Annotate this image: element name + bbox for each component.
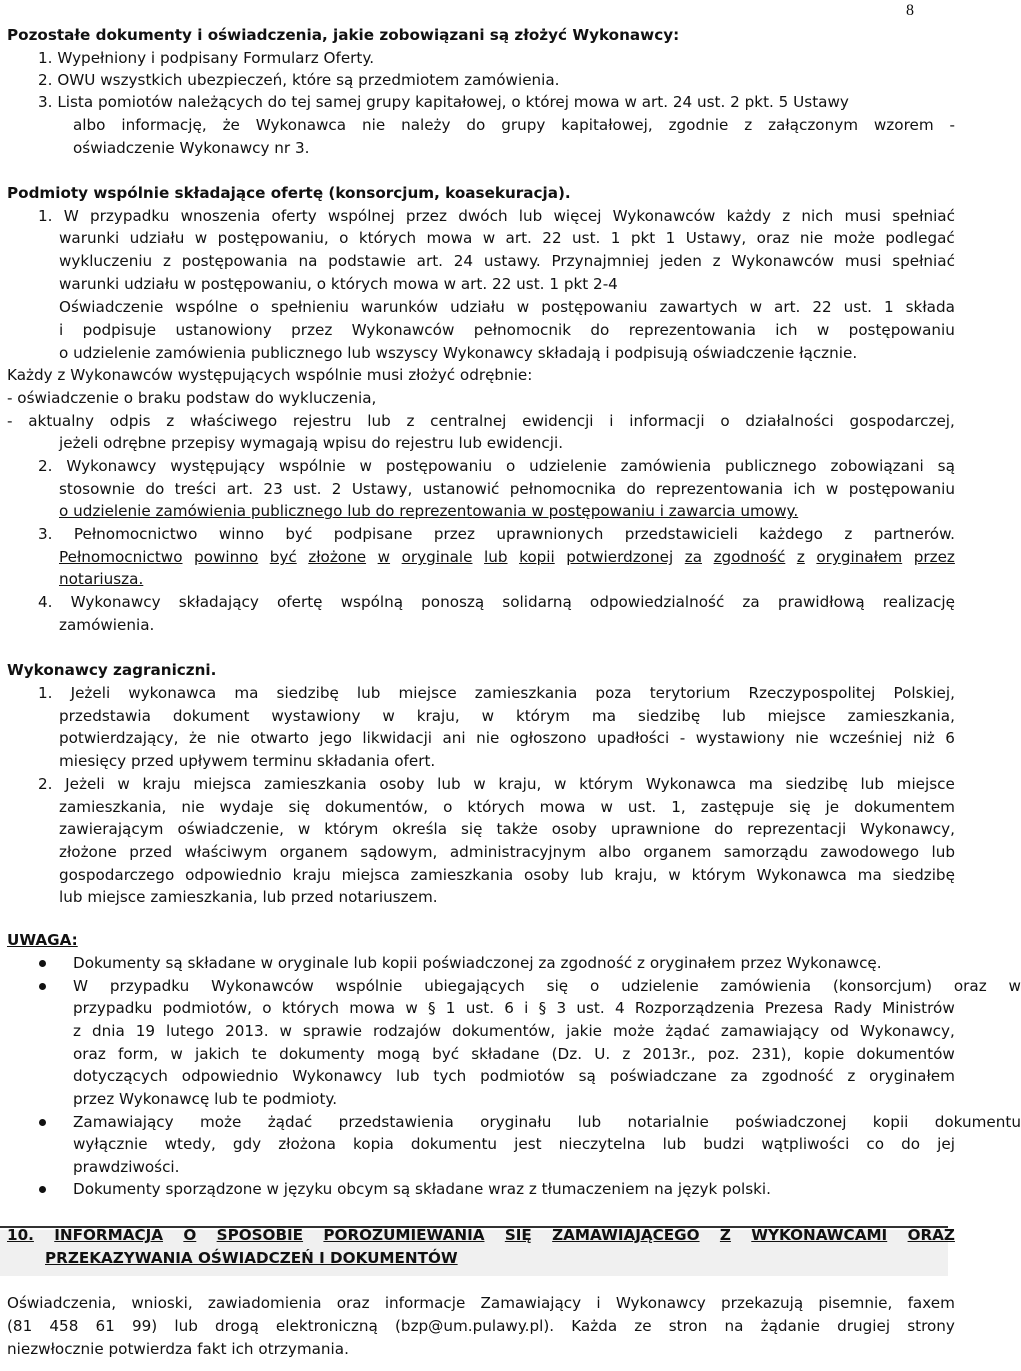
text-line: Wykonawcy zagraniczni. [7,661,217,679]
text-line: 1. Wypełniony i podpisany Formularz Oferty. [38,49,375,67]
text-line: (81 458 61 99) lub drogą elektroniczną (bzp@um.pulawy.pl). Każda ze stron na żądanie drugiej strony [7,1317,955,1335]
text-line: notariusza. [59,570,144,588]
text-line: - aktualny odpis z właściwego rejestru lub z centralnej ewidencji i informacji o działalności gospodarczej, [7,412,955,430]
text-line: oraz form, w jakich te dokumenty mogą być składane (Dz. U. z 2013r., poz. 231), kopie dokumentów [73,1045,955,1063]
text-line: stosownie do treści art. 23 ust. 2 Ustawy, ustanowić pełnomocnika do reprezentowania ich w postępowaniu [59,480,955,498]
text-line: o udzielenie zamówienia publicznego lub do reprezentowania w postępowaniu i zawarcia umowy. [59,502,799,520]
text-line: 10. INFORMACJA O SPOSOBIE POROZUMIEWANIA SIĘ ZAMAWIAJĄCEGO Z WYKONAWCAMI ORAZ [7,1226,955,1244]
text-line: 2. OWU wszystkich ubezpieczeń, które są przedmiotem zamówienia. [38,71,560,89]
text-line: lub miejsce zamieszkania, lub przed notariuszem. [59,888,438,906]
text-line: Każdy z Wykonawców występujących wspólnie musi złożyć odrębnie: [7,366,533,384]
text-line: wykluczeniu z postępowania na podstawie art. 24 ustawy. Przynajmniej jeden z Wykonawców musi spełniać [59,252,955,270]
text-line: złożone przed właściwym organem sądowym, administracyjnym albo organem samorządu zawodowego lub [59,843,955,861]
text-line: UWAGA: [7,931,78,949]
text-line: zawierającym oświadczenie, w którym określa się także osoby uprawnione do reprezentacji Wykonawcy, [59,820,955,838]
text-line: zamówienia. [59,616,155,634]
text-line: warunki udziału w postępowaniu, o których mowa w art. 22 ust. 1 pkt 2-4 [59,275,618,293]
text-line: przedstawia dokument wystawiony w kraju, w którym ma siedzibę lub miejsce zamieszkania, [59,707,955,725]
text-line: 1. W przypadku wnoszenia oferty wspólnej przez dwóch lub więcej Wykonawców każdy z nich musi spełniać [38,207,955,225]
text-line: przypadku podmiotów, o których mowa w § 1 ust. 6 i § 3 ust. 4 Rozporządzenia Prezesa Rady Ministrów [73,999,955,1017]
text-line: Oświadczenie wspólne o spełnieniu warunków udziału w postępowaniu zawartych w art. 22 ust. 1 składa [59,298,955,316]
text-line: 1. Jeżeli wykonawca ma siedzibę lub miejsce zamieszkania poza terytorium Rzeczypospolitej Polskiej, [38,684,955,702]
text-line: niezwłocznie potwierdza fakt ich otrzymania. [7,1340,349,1358]
text-line: o udzielenie zamówienia publicznego lub wszyscy Wykonawcy składają i podpisują oświadczenie łącznie. [59,344,858,362]
text-line: gospodarczego odpowiednio kraju miejsca zamieszkania osoby lub kraju, w którym Wykonawca ma siedzibę [59,866,955,884]
text-line: Zamawiający może żądać przedstawienia oryginału lub notarialnie poświadczonej kopii dokumentu [7,1112,1021,1132]
text-line: dotyczących odpowiednio Wykonawcy lub tych podmiotów są poświadczane za zgodność z oryginałem [73,1067,955,1085]
text-line: PRZEKAZYWANIA OŚWIADCZEŃ I DOKUMENTÓW [45,1249,458,1267]
text-line: Podmioty wspólnie składające ofertę (konsorcjum, koasekuracja). [7,184,571,202]
text-line: z dnia 19 lutego 2013. w sprawie rodzajów dokumentów, jakie może żądać zamawiający od Wykonawcy, [73,1022,955,1040]
text-line: zamieszkania, nie wydaje się dokumentów, o których mowa w ust. 1, zastępuje się je dokumentem [59,798,955,816]
text-line: 4. Wykonawcy składający ofertę wspólną ponoszą solidarną odpowiedzialność za prawidłową realizację [38,593,955,611]
text-line: Dokumenty są składane w oryginale lub kopii poświadczonej za zgodność z oryginałem przez Wykonawcę. [7,953,882,973]
text-line: Dokumenty sporządzone w języku obcym są składane wraz z tłumaczeniem na język polski. [7,1179,771,1199]
text-line: W przypadku Wykonawców wspólnie ubiegających się o udzielenie zamówienia (konsorcjum) oraz w [7,976,1021,996]
text-line: oświadczenie Wykonawcy nr 3. [73,139,310,157]
text-line: 2. Wykonawcy występujący wspólnie w postępowaniu o udzielenie zamówienia publicznego zobowiązani są [38,457,955,475]
text-line: prawdziwości. [73,1158,180,1176]
text-line: 3. Pełnomocnictwo winno być podpisane przez uprawnionych przedstawicieli każdego z partnerów. [38,525,955,543]
text-line: Pełnomocnictwo powinno być złożone w oryginale lub kopii potwierdzonej za zgodność z oryginałem przez [59,548,955,566]
text-line: 2. Jeżeli w kraju miejsca zamieszkania osoby lub w kraju, w którym Wykonawca ma siedzibę lub miejsce [38,775,955,793]
text-line: 3. Lista pomiotów należących do tej samej grupy kapitałowej, o której mowa w art. 24 ust. 2 pkt. 5 Ustawy [38,93,849,111]
text-line: Pozostałe dokumenty i oświadczenia, jakie zobowiązani są złożyć Wykonawcy: [7,26,680,44]
text-line: przez Wykonawcę lub te podmioty. [73,1090,338,1108]
text-line: Oświadczenia, wnioski, zawiadomienia oraz informacje Zamawiający i Wykonawcy przekazują pisemnie, faxem [7,1294,955,1312]
text-line: i podpisuje ustanowiony przez Wykonawców pełnomocnik do reprezentowania ich w postępowaniu [59,321,955,339]
text-line: - oświadczenie o braku podstaw do wykluczenia, [7,389,377,407]
text-line: miesięcy przed upływem terminu składania ofert. [59,752,436,770]
text-line: albo informację, że Wykonawca nie należy do grupy kapitałowej, zgodnie z załączonym wzorem - [73,116,955,134]
text-line: wyłącznie wtedy, gdy złożona kopia dokumentu jest nieczytelna lub budzi wątpliwości co do jej [73,1135,955,1153]
text-line: jeżeli odrębne przepisy wymagają wpisu do rejestru lub ewidencji. [59,434,564,452]
text-line: warunki udziału w postępowaniu, o których mowa w art. 22 ust. 1 pkt 1 Ustawy, oraz nie może podlegać [59,229,955,247]
page-number: 8 [906,2,914,19]
text-line: potwierdzający, że nie otwarto jego likwidacji ani nie ogłoszono upadłości - wystawiony nie wcześniej niż 6 [59,729,955,747]
